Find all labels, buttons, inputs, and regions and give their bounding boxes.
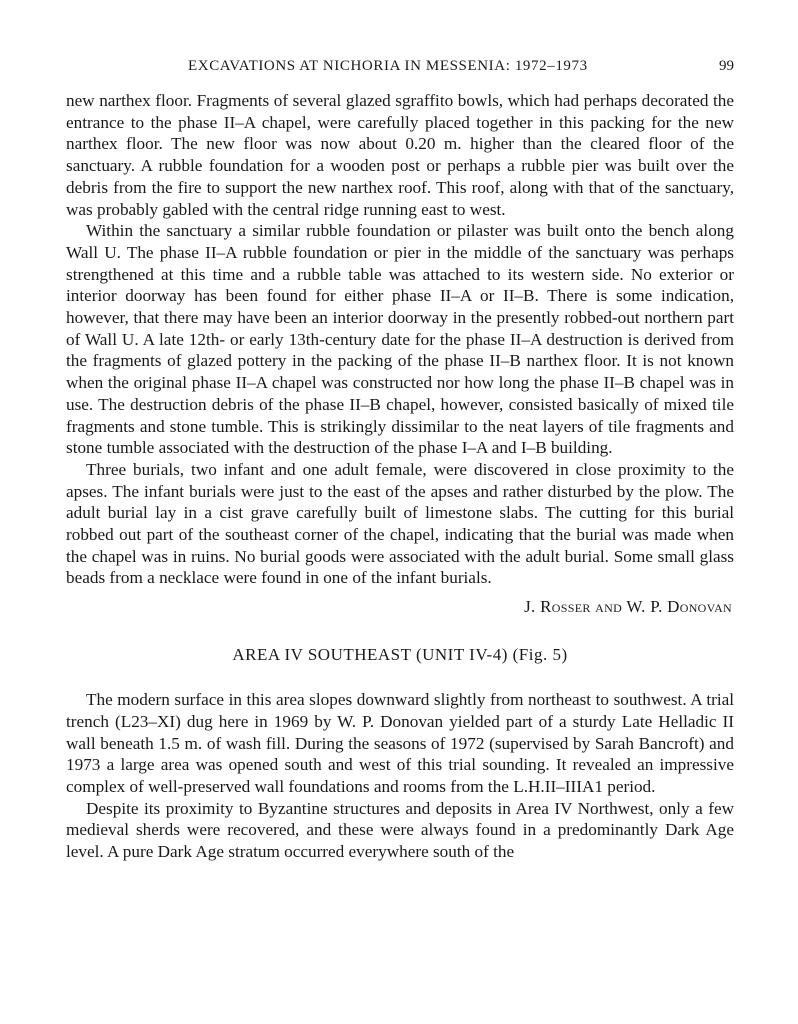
running-header — [66, 58, 734, 82]
journal-page — [66, 58, 734, 863]
author-signature: J. Rosser and W. P. Donovan — [524, 597, 732, 617]
paragraph: Three burials, two infant and one adult female, were discovered in close proximity to the apses. The infant burials were just to the east of the apses and rather disturbed by the plow. The adult burial lay in a cist grave carefully built of limestone slabs. The cutting for this burial robbed out part of the southeast corner of the chapel, indicating that the burial was made when the chapel was in ruins. No burial goods were associated with the adult burial. Some small glass beads from a necklace were found in one of the infant burials. — [66, 459, 734, 588]
article-body-part-2 — [66, 689, 734, 863]
paragraph: The modern surface in this area slopes downward slightly from northeast to southwest. A trial trench (L23–XI) dug here in 1969 by W. P. Donovan yielded part of a sturdy Late Helladic II wall beneath 1.5 m. of wash fill. During the seasons of 1972 (supervised by Sarah Bancroft) and 1973 a large area was opened south and west of this trial sounding. It revealed an impressive complex of well-preserved wall foundations and rooms from the L.H.II–IIIA1 period. — [66, 690, 734, 796]
running-title: EXCAVATIONS AT NICHORIA IN MESSENIA: 1972–1973 — [188, 58, 588, 74]
page-number: 99 — [719, 58, 734, 74]
article-body-part-1 — [66, 90, 734, 589]
paragraph: Within the sanctuary a similar rubble foundation or pilaster was built onto the bench along Wall U. The phase II–A rubble foundation or pier in the middle of the sanctuary was perhaps strengthened at this time and a rubble table was attached to its western side. No exterior or interior doorway has been found for either phase II–A or II–B. There is some indication, however, that there may have been an interior doorway in the presently robbed-out northern part of Wall U. A late 12th- or early 13th-century date for the phase II–A destruction is derived from the fragments of glazed pottery in the packing of the phase II–B narthex floor. It is not known when the original phase II–A chapel was constructed nor how long the phase II–B chapel was in use. The destruction debris of the phase II–B chapel, however, consisted basically of mixed tile fragments and stone tumble. This is strikingly dissimilar to the neat layers of tile fragments and stone tumble associated with the destruction of the phase I–A and I–B building. — [66, 221, 734, 458]
paragraph-continued: new narthex floor. Fragments of several glazed sgraffito bowls, which had perhaps decorated the entrance to the phase II–A chapel, were carefully placed together in this packing for the new narthex floor. The new floor was now about 0.20 m. higher than the cleared floor of the sanctuary. A rubble foundation for a wooden post or perhaps a rubble pier was built over the debris from the fire to support the new narthex roof. This roof, along with that of the sanctuary, was probably gabled with the central ridge running east to west. — [66, 91, 734, 219]
paragraph: Despite its proximity to Byzantine structures and deposits in Area IV Northwest, only a few medieval sherds were recovered, and these were always found in a predominantly Dark Age level. A pure Dark Age stratum occurred everywhere south of the — [66, 798, 734, 862]
section-heading: AREA IV SOUTHEAST (UNIT IV-4) (Fig. 5) — [232, 645, 568, 665]
